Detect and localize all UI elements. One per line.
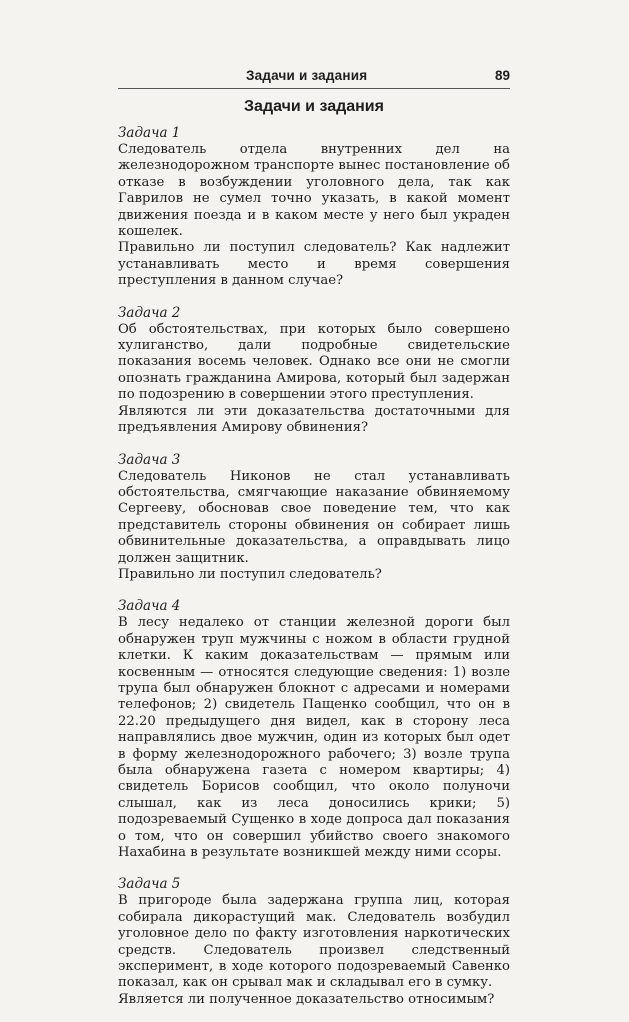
task-4 xyxy=(118,597,510,861)
task-question: Являются ли эти доказательства достаточными для предъявления Амирову обвинения? xyxy=(118,403,510,436)
task-5 xyxy=(118,875,510,1008)
task-2 xyxy=(118,304,510,437)
running-header-title: Задачи и задания xyxy=(246,68,368,83)
task-3 xyxy=(118,451,510,584)
task-label: Задача 1 xyxy=(118,125,181,141)
task-label: Задача 3 xyxy=(118,451,181,468)
task-paragraph: Следователь Никонов не стал устанавливать обстоятельства, смягчающие наказание обвиняемому Сергееву, обосновав свое поведение тем, что как представитель стороны обвинения он собирает лишь обвинительные доказательства, а оправдывать лицо должен защитник. xyxy=(118,468,510,566)
task-label: Задача 2 xyxy=(118,304,181,321)
section-title: Задачи и задания xyxy=(244,98,384,115)
tasks-list xyxy=(118,124,510,1022)
page-number: 89 xyxy=(494,68,510,83)
task-paragraph: Следователь отдела внутренних дел на железнодорожном транспорте вынес постановление об отказе в возбуждении уголовного дела, так как Гаврилов не сумел точно указать, в какой момент движения поезда и в каком месте у него был украден кошелек. xyxy=(118,142,510,240)
task-label: Задача 4 xyxy=(118,598,181,615)
task-question: Правильно ли поступил следователь? xyxy=(118,566,382,582)
task-question: Правильно ли поступил следователь? Как надлежит устанавливать место и время совершения преступления в данном случае? xyxy=(118,240,510,289)
running-header xyxy=(118,66,510,89)
task-1 xyxy=(118,124,510,290)
task-question: Является ли полученное доказательство относимым? xyxy=(118,991,495,1007)
task-paragraph: Об обстоятельствах, при которых было совершено хулиганство, дали подробные свидетельские показания восемь человек. Однако все они не смогли опознать гражданина Амирова, который был задержан по подозрению в совершении этого преступления. xyxy=(118,321,510,403)
task-label: Задача 5 xyxy=(118,876,181,893)
task-paragraph: В лесу недалеко от станции железной дороги был обнаружен труп мужчины с ножом в области грудной клетки. К каким доказательствам — прямым или косвенным — относятся следующие сведения: 1) возле трупа был обнаружен блокнот с адресами и номерами телефонов; 2) свидетель Пащенко сообщил, что он в 22.20 предыдущего дня видел, как в сторону леса направлялись двое мужчин, один из которых был одет в форму железнодорожного рабочего; 3) возле трупа была обнаружена газета с номером квартиры; 4) свидетель Борисов сообщил, что около полуночи слышал, как из леса доносились крики; 5) подозреваемый Сущенко в ходе допроса дал показания о том, что он совершил убийство своего знакомого Нахабина в результате возникшей между ними ссоры. xyxy=(118,615,510,861)
task-paragraph: В пригороде была задержана группа лиц, которая собирала дикорастущий мак. Следователь возбудил уголовное дело по факту изготовления наркотических средств. Следователь произвел следственный эксперимент, в ходе которого подозреваемый Савенко показал, как он срывал мак и складывал его в сумку. xyxy=(118,893,510,991)
